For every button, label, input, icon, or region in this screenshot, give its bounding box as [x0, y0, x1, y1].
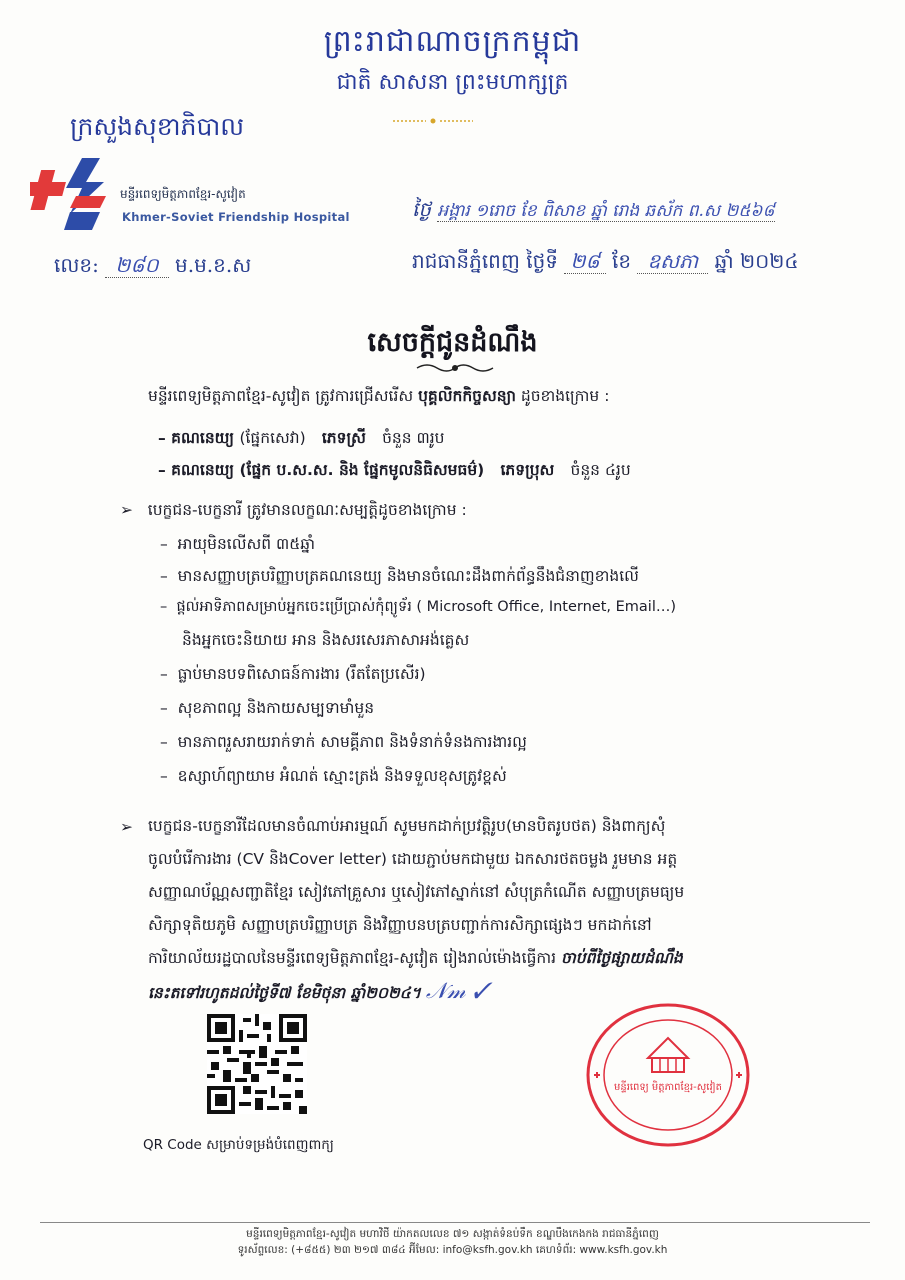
position-detail: (ផ្នែកសេវា) — [239, 429, 306, 447]
footer-address: មន្ទីរពេទ្យមិត្តភាពខ្មែរ-សូវៀត មហាវិថី យ៉ាកតលលេខ ៧១ សង្កាត់ទំនប់ទឹក ខណ្ឌបឹងកេងកង រាជធានីភ្នំពេញ — [246, 1228, 659, 1240]
requirement-text: មានភាពរួសរាយរាក់ទាក់ សាមគ្គីភាព និងទំនាក់ទំនងការងារល្អ — [177, 733, 527, 751]
stamp-text: មន្ទីរពេទ្យ មិត្តភាពខ្មែរ-សូវៀត — [614, 1082, 722, 1093]
requirement-item: – មានសញ្ញាបត្របរិញ្ញាបត្រគណនេយ្យ និងមានចំណេះដឹងពាក់ព័ន្ធនឹងជំនាញខាងលើ — [160, 567, 639, 585]
requirement-item: – សុខភាពល្អ និងកាយសម្បទាមាំមួន — [160, 699, 375, 717]
notice-title: សេចក្តីជូនដំណឹង — [367, 327, 538, 358]
deadline-start: ចាប់ពីថ្ងៃផ្សាយដំណឹង — [561, 949, 683, 967]
ref-label: លេខ — [54, 253, 93, 277]
application-line: សិក្សាទុតិយភូមិ សញ្ញាបត្របរិញ្ញាបត្រ និងវិញ្ញាបនបត្របញ្ជាក់ការសិក្សាផ្សេងៗ មកដាក់នៅ — [148, 916, 652, 934]
lunar-date-prefix: ថ្ងៃ — [412, 197, 432, 221]
qr-caption: QR Code សម្រាប់ទម្រង់បំពេញពាក្យ — [143, 1137, 334, 1153]
qr-code-icon[interactable] — [207, 1014, 307, 1114]
requirement-item: – ឧស្សាហ៍ព្យាយាម អំណត់ ស្មោះត្រង់ និងទទួលខុសត្រូវខ្ពស់ — [160, 767, 507, 785]
requirement-text: ផ្តល់អាទិភាពសម្រាប់អ្នកចេះប្រើប្រាស់កុំព្យូទ័រ ( Microsoft Office, Internet, Email…) — [176, 599, 677, 615]
year-label: ឆ្នាំ ២០២៤ — [714, 249, 799, 273]
intro-prefix: មន្ទីរពេទ្យមិត្តភាពខ្មែរ-សូវៀត ត្រូវការជ្រើសរើស — [148, 387, 414, 405]
position-detail: (ផ្នែក ប.ស.ស. និង ផ្នែកមូលនិធិសមធម៌) — [239, 461, 485, 479]
position-title: គណនេយ្យ — [171, 461, 235, 479]
position-title: គណនេយ្យ — [171, 429, 235, 447]
position-gender: ភេទស្រី — [321, 429, 366, 447]
deadline-text: នេះតទៅរហូតដល់ថ្ងៃទី៧ ខែមិថុនា ឆ្នាំ២០២៤។ — [148, 984, 421, 1002]
requirement-text: មានសញ្ញាបត្របរិញ្ញាបត្រគណនេយ្យ និងមានចំណេះដឹងពាក់ព័ន្ធនឹងជំនាញខាងលើ — [177, 567, 639, 585]
requirement-text: អាយុមិនលើសពី ៣៥ឆ្នាំ — [177, 535, 315, 553]
requirement-text: និងអ្នកចេះនិយាយ អាន និងសរសេរភាសាអង់គ្លេស — [182, 631, 470, 649]
application-line: សញ្ញាណប័ណ្ណសញ្ជាតិខ្មែរ សៀវភៅគ្រួសារ ឬសៀវភៅស្នាក់នៅ សំបុត្រកំណើត សញ្ញាបត្រមធ្យម — [148, 883, 685, 901]
intro-line — [148, 386, 609, 409]
ministry-name: ក្រសួងសុខាភិបាល — [70, 112, 245, 141]
kingdom-title: ព្រះរាជាណាចក្រកម្ពុជា — [323, 24, 582, 59]
initials-signature: 𝒩𝓂 ✓ — [425, 979, 490, 1004]
header-ornament — [388, 118, 478, 124]
arrow-bullet-icon: ➢ — [120, 501, 133, 519]
footer-contact: ទូរស័ព្ទលេខ: (+៨៥៥) ២៣ ២១៧ ៣៨៤ អ៊ីមែល: info@ksfh.gov.kh គេហទំព័រ: www.ksfh.gov.kh — [237, 1244, 668, 1256]
requirements-heading — [120, 500, 467, 523]
application-line: បេក្ខជន-បេក្ខនារីដែលមានចំណាប់អារម្មណ៍ សូមមកដាក់ប្រវត្តិរូប(មានបិតរូបថត) និងពាក្យសុំ — [148, 817, 666, 835]
footer-divider — [40, 1222, 870, 1223]
title-ornament — [412, 362, 498, 374]
hospital-name-en: Khmer-Soviet Friendship Hospital — [122, 210, 350, 224]
hospital-name-km: មន្ទីរពេទ្យមិត្តភាពខ្មែរ-សូវៀត — [120, 187, 246, 201]
requirements-heading-text: បេក្ខជន-បេក្ខនារី ត្រូវមានលក្ខណៈសម្បត្តិដូចខាងក្រោម : — [147, 501, 467, 519]
requirement-text: ឧស្សាហ៍ព្យាយាម អំណត់ ស្មោះត្រង់ និងទទួលខុសត្រូវខ្ពស់ — [177, 767, 507, 785]
intro-bold: បុគ្គលិកកិច្ចសន្យា — [418, 387, 516, 405]
official-stamp-icon — [582, 1000, 754, 1150]
requirement-item: – ផ្តល់អាទិភាពសម្រាប់អ្នកចេះប្រើប្រាស់កុំព្យូទ័រ ( Microsoft Office, Internet, Email…) — [160, 599, 677, 615]
national-motto: ជាតិ សាសនា ព្រះមហាក្សត្រ — [336, 70, 569, 95]
requirement-item: – អាយុមិនលើសពី ៣៥ឆ្នាំ — [160, 535, 315, 553]
position-item: – គណនេយ្យ (ផ្នែក ប.ស.ស. និង ផ្នែកមូលនិធិសមធម៌) ភេទប្រុស ចំនួន ៤រូប — [158, 461, 631, 479]
lunar-date — [412, 196, 775, 226]
position-count: ចំនួន ៤រូប — [570, 461, 631, 479]
application-line: ចូលបំរើការងារ (CV និងCover letter) ដោយភ្ជាប់មកជាមួយ ឯកសារថតចម្លង រួមមាន អត្ត — [148, 850, 678, 868]
position-item: – គណនេយ្យ (ផ្នែកសេវា) ភេទស្រី ចំនួន ៣រូប — [158, 429, 445, 447]
application-line: ការិយាល័យរដ្ឋបាលនៃមន្ទីរពេទ្យមិត្តភាពខ្មែរ-សូវៀត រៀងរាល់ម៉ោងធ្វើការ — [148, 949, 557, 967]
gregorian-date — [412, 248, 799, 278]
requirement-item: – ធ្លាប់មានបទពិសោធន៍ការងារ (រឹតតែប្រសើរ) — [160, 665, 426, 683]
reference-number: លេខ: ២៨០ ម.ម.ខ.ស — [54, 253, 252, 277]
month-label: ខែ — [612, 249, 632, 273]
requirement-continuation — [182, 630, 469, 653]
requirement-text: ធ្លាប់មានបទពិសោធន៍ការងារ (រឹតតែប្រសើរ) — [177, 665, 426, 683]
arrow-bullet-icon: ➢ — [120, 818, 133, 836]
ref-number-handwritten: ២៨០ — [105, 253, 168, 278]
lunar-date-handwritten: អង្គារ ១រោច ខែ ពិសាខ ឆ្នាំ រោង ឆស័ក ព.ស ២៥៦៨ — [437, 201, 775, 221]
city-date-prefix: រាជធានីភ្នំពេញ ថ្ងៃទី — [412, 249, 559, 273]
application-paragraph — [148, 810, 838, 1010]
position-count: ចំនួន ៣រូប — [382, 429, 445, 447]
requirement-item: – មានភាពរួសរាយរាក់ទាក់ សាមគ្គីភាព និងទំនាក់ទំនងការងារល្អ — [160, 733, 527, 751]
intro-suffix: ដូចខាងក្រោម : — [520, 387, 610, 405]
position-gender: ភេទប្រុស — [500, 461, 555, 479]
ref-suffix: ម.ម.ខ.ស — [175, 253, 252, 277]
month-handwritten: ឧសភា — [637, 249, 708, 274]
requirement-text: សុខភាពល្អ និងកាយសម្បទាមាំមួន — [177, 699, 375, 717]
day-handwritten: ២៨ — [564, 249, 605, 274]
hospital-logo-icon — [30, 152, 122, 236]
